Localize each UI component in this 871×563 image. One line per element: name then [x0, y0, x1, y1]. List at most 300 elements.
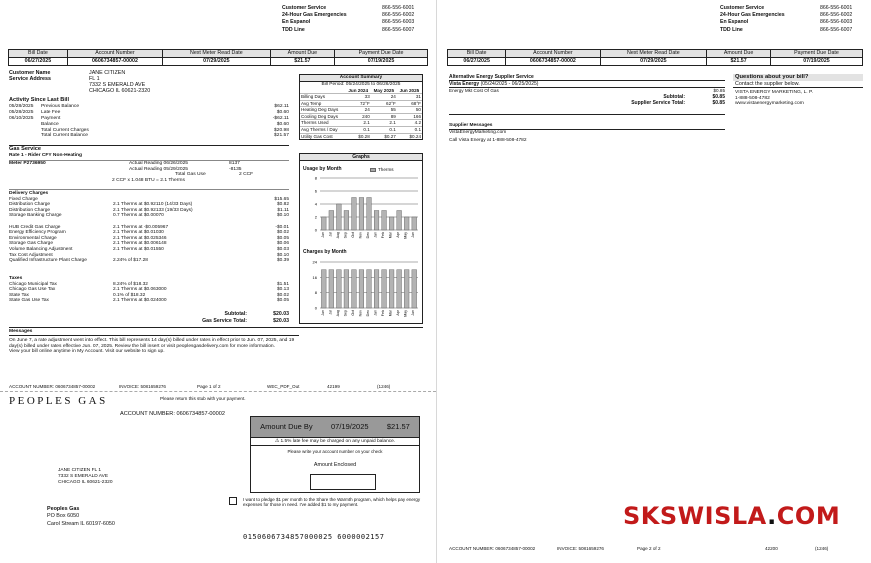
alt-supplier-section	[449, 74, 725, 106]
y-tick-label: 24	[312, 259, 317, 265]
summary-value: 240	[346, 113, 371, 120]
y-tick-label: 2	[314, 214, 317, 220]
charge-desc: Storage Banking Charge	[9, 213, 62, 219]
x-tick-label: Jun	[320, 232, 325, 238]
x-tick-label: May	[403, 310, 408, 317]
x-tick-label: Jan	[373, 310, 378, 316]
charge-calc: 0.1% of $18.32	[113, 292, 146, 298]
charge-amount: $0.10	[276, 213, 289, 219]
charge-calc: 2.1 Therms at $0.92110 (14/33 Days)	[113, 202, 193, 208]
activity-amount: $0.60	[276, 109, 289, 115]
supplier-charge-amount: $0.85	[713, 88, 725, 93]
contact-label: 24-Hour Gas Emergencies	[720, 12, 785, 19]
x-tick-label: Apr	[396, 232, 401, 238]
summary-row	[300, 94, 422, 101]
amount-enclosed-input[interactable]	[310, 474, 376, 490]
rate-name: Rate 1 - Rider CFY Non-Heating	[9, 152, 83, 158]
footer-wec: WEC_PDF_Out	[267, 384, 300, 389]
bar	[352, 198, 357, 231]
reading-label: Actual Reading 06/26/2025	[129, 161, 189, 166]
gas-service-title: Gas Service	[9, 146, 42, 152]
charge-desc: Energy Efficiency Program	[9, 230, 66, 236]
col-due-date: Payment Due Date	[335, 50, 428, 58]
charge-amount: $0.10	[276, 252, 289, 258]
pledge-checkbox[interactable]	[229, 497, 237, 505]
x-tick-label: Aug	[335, 232, 340, 239]
bill-date: 06/27/2025	[9, 58, 68, 66]
charge-row	[9, 258, 289, 264]
charge-amount: $15.65	[274, 196, 289, 202]
subtotal-label: Subtotal:	[224, 311, 247, 317]
x-tick-label: Aug	[335, 310, 340, 317]
summary-label: Avg Temp	[300, 100, 346, 107]
charges-chart	[302, 258, 422, 322]
service-address-line: CHICAGO IL 60621-2320	[89, 88, 151, 94]
summary-period: Bill Period: 05/24/2025 to 06/26/2025	[321, 82, 401, 87]
col-amount-due: Amount Due	[707, 50, 771, 58]
supplier-total: $0.85	[712, 100, 725, 106]
amount-enclosed-label: Amount Enclosed	[313, 462, 357, 469]
stub-amount-due	[250, 416, 420, 438]
stub-address-line: 7332 S EMERALD AVE	[58, 474, 109, 480]
watermark-logo	[623, 503, 840, 531]
alt-supplier-title: Alternative Energy Supplier Service	[449, 74, 534, 80]
contact-phone: 866-556-6002	[382, 12, 415, 19]
legend-label: Therms	[378, 167, 394, 172]
legend-swatch	[370, 168, 376, 172]
activity-section	[9, 98, 289, 139]
y-tick-label: 0	[314, 227, 317, 233]
x-tick-label: Feb	[381, 310, 386, 317]
bar	[397, 270, 402, 308]
charge-desc: Chicago Gas Use Tax	[9, 287, 56, 293]
contact-phone: 866-556-6007	[820, 26, 853, 33]
amount-due-date: 07/19/2025	[331, 421, 369, 431]
x-tick-label: Dec	[366, 310, 370, 317]
activity-amount: $20.98	[274, 127, 289, 133]
bar	[367, 270, 372, 308]
gas-totals	[9, 311, 289, 325]
x-tick-label: Oct	[350, 310, 355, 316]
taxes-title: Taxes	[9, 276, 23, 281]
charge-amount: $0.06	[276, 241, 289, 247]
summary-value: 33	[346, 94, 371, 101]
summary-title: Account Summary	[300, 75, 422, 82]
bar	[352, 270, 357, 308]
charge-calc: 0.7 Therms at $0.00070	[113, 213, 164, 219]
supplier-messages	[449, 123, 725, 144]
contact-phone: 866-556-6003	[820, 19, 853, 26]
charge-amount: $0.39	[276, 258, 289, 264]
bar	[382, 270, 387, 308]
activity-date: 05/28/2025	[9, 103, 34, 109]
charge-calc: 2.24% of $17.28	[113, 258, 148, 264]
x-tick-label: Apr	[396, 310, 401, 316]
amount-due: $21.57	[270, 58, 334, 66]
activity-date: 05/28/2025	[9, 109, 34, 115]
divider	[9, 189, 289, 190]
tear-line	[0, 391, 436, 392]
meter-id: Meter P2736950	[9, 161, 46, 166]
footer-account: ACCOUNT NUMBER: 0606734857-00002	[9, 384, 96, 389]
contact-phone: 866-556-6002	[820, 12, 853, 19]
gas-total-value: $20.03	[273, 318, 289, 324]
x-tick-label: Sep	[343, 310, 348, 317]
charge-desc: Storage Gas Charge	[9, 241, 53, 247]
y-tick-label: 8	[314, 175, 317, 181]
charge-calc: 2.1 Therms at $0.01550	[113, 246, 164, 252]
charge-desc: Volume Balancing Adjustment	[9, 246, 73, 252]
summary-value: 24	[346, 107, 371, 114]
customer-name-label: Customer Name	[9, 70, 51, 76]
delivery-title: Delivery Charges	[9, 191, 49, 196]
x-tick-label: Jun	[411, 232, 416, 238]
bar	[367, 198, 372, 231]
gas-service-section	[9, 147, 289, 159]
summary-value: 31	[397, 94, 422, 101]
activity-amount: $62.11	[274, 103, 289, 109]
x-tick-label: Jun	[320, 310, 325, 316]
amount-due-label: Amount Due By	[260, 421, 313, 431]
summary-row	[300, 107, 422, 114]
summary-value: 166	[397, 113, 422, 120]
footer-page: Page 1 of 2	[197, 384, 221, 389]
charge-calc: 8.24% of $18.32	[113, 281, 148, 287]
supplier-messages-title: Supplier Messages	[449, 123, 493, 128]
charge-calc: 2.1 Therms at $0.063000	[113, 287, 167, 293]
account-summary	[299, 74, 423, 140]
charge-desc: Chicago Municipal Tax	[9, 281, 57, 287]
footer-invoice: INVOICE: 5081659276	[557, 546, 604, 551]
col-bill-date: Bill Date	[9, 50, 68, 58]
bar	[329, 211, 334, 231]
summary-table	[300, 88, 422, 140]
next-read-date: 07/29/2025	[162, 58, 270, 66]
page1-footer	[9, 384, 429, 389]
summary-label: Utility Gas Cost	[300, 133, 346, 139]
activity-amount: -$62.11	[272, 115, 289, 121]
late-fee-note: ⚠ 1.5% late fee may be charged on any unpaid balance.	[250, 437, 420, 446]
x-tick-label: Mar	[388, 232, 393, 239]
ocr-scanline: 0150606734857000025 6000002157	[243, 533, 385, 541]
charges-chart-title: Charges by Month	[303, 249, 347, 255]
subtotal-value: $20.03	[273, 311, 289, 317]
charge-amount: $0.02	[276, 292, 289, 298]
y-tick-label: 16	[312, 274, 317, 280]
bill-header-table-p2	[447, 49, 863, 66]
remit-address	[47, 506, 115, 528]
meter-block	[9, 161, 289, 183]
x-tick-label: Jul	[328, 310, 333, 315]
y-tick-label: 0	[314, 305, 317, 311]
charge-calc: 2.1 Therms at $0.92133 (19/33 Days)	[113, 207, 193, 213]
usage-legend	[370, 167, 394, 172]
graphs-title: Graphs	[300, 154, 422, 161]
summary-value: $0.28	[346, 133, 371, 139]
stub-address	[58, 468, 112, 487]
contact-row	[282, 12, 422, 19]
summary-label: Avg Therms / Day	[300, 127, 346, 134]
bar	[344, 270, 349, 308]
footer-invoice: INVOICE: 5081659276	[119, 384, 166, 389]
logo-text: PEOPLES GAS	[9, 395, 108, 407]
supplier-contact	[733, 74, 863, 107]
usage-chart	[302, 174, 422, 244]
summary-value: 55	[371, 107, 397, 114]
bill-header-table	[8, 49, 428, 66]
remit-line: Peoples Gas	[47, 506, 80, 512]
bar	[389, 217, 394, 230]
summary-row	[300, 127, 422, 134]
reading-value: 8137	[229, 161, 240, 166]
x-tick-label: Oct	[350, 232, 355, 238]
messages-title: Messages	[9, 329, 33, 334]
supplier-website[interactable]: www.vistaenergymarketing.com	[735, 101, 804, 107]
footer-code: 42200	[765, 546, 778, 551]
charge-desc: State Gas Use Tax	[9, 298, 49, 304]
supplier-company: VISTA ENERGY MARKETING, L. P.	[735, 90, 813, 96]
bar	[397, 211, 402, 231]
charge-desc: HUB Credit Gas Charge	[9, 224, 61, 230]
payment-due-date: 07/19/2025	[335, 58, 428, 66]
col-due-date: Payment Due Date	[770, 50, 862, 58]
x-tick-label: Sep	[343, 232, 348, 239]
charge-desc: Fixed Charge	[9, 196, 38, 202]
x-tick-label: Feb	[381, 232, 386, 239]
stub-address-line: JANE CITIZEN FL 1	[58, 468, 102, 473]
contact-label: En Espanol	[720, 19, 749, 26]
charge-amount: $0.82	[276, 202, 289, 208]
supplier-total-label: Supplier Service Total:	[631, 100, 685, 106]
summary-label: Billing Days	[300, 94, 346, 101]
activity-row	[9, 133, 289, 139]
charge-amount: $0.13	[276, 287, 289, 293]
service-address-label: Service Address	[9, 76, 52, 82]
x-tick-label: Jul	[328, 232, 333, 237]
summary-value: 0.1	[371, 127, 397, 134]
summary-row	[300, 100, 422, 107]
summary-row	[300, 133, 422, 139]
watermark-dot: .	[767, 502, 777, 530]
watermark-part: COM	[776, 502, 841, 530]
summary-month: Jun 2025	[399, 87, 420, 93]
contact-phone: 866-556-6001	[382, 5, 415, 11]
summary-value: 0.1	[346, 127, 371, 134]
questions-title: Questions about your bill?	[733, 74, 863, 81]
footer-page: Page 2 of 2	[637, 546, 661, 551]
service-address-line: FL 1	[89, 76, 100, 82]
usage-chart-title: Usage by Month	[303, 166, 342, 172]
x-tick-label: Mar	[388, 310, 393, 317]
y-tick-label: 4	[314, 201, 317, 207]
summary-value: 62°F	[371, 100, 397, 107]
bar	[374, 270, 379, 308]
activity-desc: Payment	[41, 115, 61, 121]
bill-date: 06/27/2025	[448, 58, 506, 66]
summary-label: Heating Deg Days	[300, 107, 346, 114]
therm-conversion: 2 CCF x 1.048 BTU = 2.1 Therms	[112, 177, 185, 183]
col-account-number: Account Number	[506, 50, 600, 58]
summary-value: 0.1	[397, 127, 422, 134]
messages-section	[9, 329, 299, 355]
bar	[337, 270, 342, 308]
charge-amount: $1.51	[276, 281, 289, 287]
charge-desc: Qualified Infrastructure Plant Charge	[9, 258, 87, 264]
summary-label: Therms Used	[300, 120, 346, 127]
graphs-box	[299, 153, 423, 324]
summary-row	[300, 113, 422, 120]
contact-phone: 866-556-6007	[382, 26, 415, 33]
contact-label: Customer Service	[282, 5, 327, 11]
summary-value: 89	[371, 113, 397, 120]
bar	[359, 270, 364, 308]
account-number: 0606734857-00002	[506, 58, 600, 66]
charge-desc: Tax Cost Adjustment	[9, 252, 53, 258]
messages-online: View your bill online anytime in My Account. Visit our website to sign up.	[9, 349, 165, 355]
supplier-charge-desc: Energy Mkt Cost Of Gas	[449, 88, 499, 93]
account-number: 0606734857-00002	[67, 58, 162, 66]
x-tick-label: Jan	[373, 232, 378, 238]
contact-row	[282, 5, 422, 12]
summary-value: 72°F	[346, 100, 371, 107]
supplier-subtotal-label: Subtotal:	[663, 94, 685, 100]
amount-due: $21.57	[707, 58, 771, 66]
col-account-number: Account Number	[67, 50, 162, 58]
summary-value: 50	[397, 107, 422, 114]
contact-phone: 866-556-6001	[820, 5, 853, 11]
bar	[412, 217, 417, 230]
summary-value: 24	[371, 94, 397, 101]
summary-value: $0.27	[371, 133, 397, 139]
delivery-charges	[9, 191, 289, 264]
peoples-gas-logo	[9, 395, 108, 408]
footer-code: (1246)	[377, 384, 391, 389]
charge-calc: 2.1 Therms at $0.024000	[113, 298, 167, 304]
reading-value: -8135	[229, 166, 242, 172]
bar	[337, 204, 342, 230]
charge-amount: $0.02	[276, 230, 289, 236]
activity-title: Activity Since Last Bill	[9, 97, 69, 103]
remit-line: PO Box 6050	[47, 513, 80, 520]
x-tick-label: Nov	[358, 232, 363, 239]
activity-desc: Previous Balance	[41, 103, 80, 109]
charge-row	[9, 298, 289, 304]
x-tick-label: May	[403, 232, 408, 239]
summary-value: 2.1	[371, 120, 397, 127]
summary-month: Jun 2024	[348, 87, 369, 93]
bar	[321, 217, 326, 230]
charge-desc: Environmental Charge	[9, 235, 57, 241]
contact-phone: 866-556-6003	[382, 19, 415, 26]
supplier-phone: 1-888-508-4782	[735, 95, 770, 101]
bar	[344, 211, 349, 231]
contact-row	[282, 19, 422, 26]
activity-amount: $21.57	[274, 133, 289, 139]
summary-label: Cooling Deg Days	[300, 113, 346, 120]
supplier-message: Call Vista Energy at 1-888-508-4782	[449, 138, 527, 143]
activity-desc: Total Current Balance	[41, 133, 89, 139]
bar	[359, 198, 364, 231]
supplier-message: VistaEnergyMarketing.com	[449, 129, 725, 136]
charge-amount: $1.11	[277, 207, 289, 213]
summary-month: May 2025	[373, 87, 394, 93]
divider	[9, 145, 289, 146]
bar	[329, 270, 334, 308]
contact-label: TDD Line	[720, 26, 743, 33]
y-tick-label: 8	[314, 290, 317, 296]
customer-name: JANE CITIZEN	[89, 70, 126, 76]
charge-amount: $0.05	[276, 298, 289, 304]
supplier-period: (05/24/2025 - 06/25/2025)	[480, 81, 539, 87]
contact-label: Customer Service	[720, 5, 765, 11]
charge-desc: Distribution Charge	[9, 202, 51, 208]
x-tick-label: Jun	[411, 310, 416, 316]
contact-row	[282, 27, 422, 34]
total-use-value: 2 CCF	[239, 172, 254, 178]
charge-amount: -$0.01	[275, 224, 289, 230]
contact-block-p2	[720, 5, 860, 34]
col-bill-date: Bill Date	[448, 50, 506, 58]
contact-label: En Espanol	[282, 19, 311, 26]
pledge-text: I want to pledge $1 per month to the Share the Warmth program, which helps pay energy expenses for those in need. I've added $1 to my payment.	[243, 497, 421, 508]
gas-total-label: Gas Service Total:	[202, 318, 247, 324]
reading-label: Actual Reading 05/29/2025	[129, 166, 189, 172]
service-address-line: 7332 S EMERALD AVE	[89, 82, 146, 88]
watermark-part: SKSWISLA	[623, 502, 768, 530]
stub-address-line: CHICAGO IL 60621-2320	[58, 480, 113, 486]
col-next-read: Next Meter Read Date	[600, 50, 707, 58]
total-use-label: Total Gas Use	[175, 172, 206, 178]
summary-row	[300, 120, 422, 127]
page-divider	[436, 0, 437, 563]
activity-desc: Total Current Charges	[41, 127, 89, 133]
x-tick-label: Dec	[366, 232, 370, 239]
taxes-section	[9, 276, 289, 304]
activity-desc: Balance	[41, 121, 59, 127]
contact-label: TDD Line	[282, 26, 305, 33]
return-note: Please return this stub with your payment.	[160, 396, 246, 401]
charge-calc: 2.1 Therms at $0.006148	[113, 241, 167, 247]
contact-block	[282, 5, 422, 34]
charge-calc: 2.1 Therms at -$0.005967	[113, 224, 169, 230]
page2-footer	[449, 546, 863, 551]
charge-calc: 2.1 Therms at $0.01030	[113, 230, 164, 236]
bar	[321, 270, 326, 308]
footer-account: ACCOUNT NUMBER: 0606734857-00002	[449, 546, 536, 551]
messages-body: On June 7, a rate adjustment went into effect. This bill represents 14 day(s) billed under rates in effect prior to Jun. 07, 2025, and 19 day(s) billed under rates effective Jun. 07, 2025. Review the bill insert or visit peoplesgasdelivery.com for more information.	[9, 335, 299, 350]
questions-sub: Contact the supplier below.	[733, 81, 863, 89]
col-next-read: Next Meter Read Date	[162, 50, 270, 58]
bar	[412, 270, 417, 308]
charge-desc: State Tax	[9, 292, 29, 298]
x-tick-label: Nov	[358, 310, 363, 317]
bar	[404, 217, 409, 230]
bar	[374, 211, 379, 231]
summary-value: 4.2	[397, 120, 422, 127]
summary-value: 68°F	[397, 100, 422, 107]
activity-desc: Late Fee	[41, 109, 61, 115]
write-account-note: Please write your account number on your check	[287, 449, 383, 454]
bar	[404, 270, 409, 308]
summary-value: $0.24	[397, 133, 422, 139]
footer-code: (1246)	[815, 546, 829, 551]
divider	[449, 114, 725, 115]
bar	[389, 270, 394, 308]
charge-amount: $0.05	[276, 235, 289, 241]
payment-due-date: 07/19/2025	[770, 58, 862, 66]
customer-block	[9, 70, 209, 94]
bar	[382, 211, 387, 231]
